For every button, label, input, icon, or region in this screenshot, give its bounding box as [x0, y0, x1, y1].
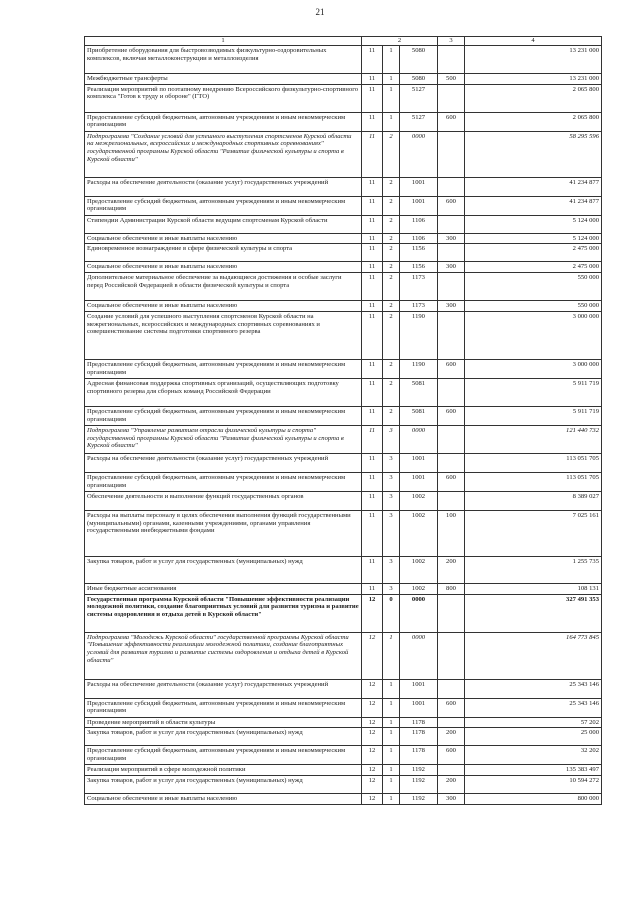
row-item-code: 1002: [400, 583, 438, 594]
row-subsection-code: 2: [383, 378, 400, 406]
row-item-code: 1001: [400, 453, 438, 472]
row-subsection-code: 3: [383, 510, 400, 556]
row-item-code: 1192: [400, 765, 438, 776]
row-expense-type: [438, 765, 465, 776]
row-expense-type: [438, 378, 465, 406]
row-name-cell: Адресная финансовая поддержка спортивных организаций, осуществляющих подготовку спортивного резерва для сборных команд Российской Федерации: [85, 378, 362, 406]
row-section-code: 11: [362, 301, 383, 312]
table-row: [85, 698, 602, 717]
row-section-code: 11: [362, 556, 383, 583]
row-name-cell: Приобретение оборудования для быстровозводимых физкультурно-оздоровительных комплексов, включая металлоконструкции и металлоизделия: [85, 45, 362, 73]
row-section-code: 12: [362, 594, 383, 632]
row-name-cell: Предоставление субсидий бюджетным, автономным учреждениям и иным некоммерческим организациям: [85, 472, 362, 491]
row-subsection-code: 0: [383, 594, 400, 632]
row-name-cell: Реализация мероприятий в сфере молодежной политики: [85, 765, 362, 776]
table-row: [85, 73, 602, 84]
row-subsection-code: 1: [383, 679, 400, 698]
row-amount: 2 475 000: [465, 262, 602, 273]
row-item-code: 5080: [400, 45, 438, 73]
row-expense-type: 200: [438, 776, 465, 794]
row-expense-type: 600: [438, 746, 465, 765]
row-section-code: 12: [362, 679, 383, 698]
row-subsection-code: 2: [383, 244, 400, 262]
row-subsection-code: 1: [383, 728, 400, 746]
row-amount: 113 051 705: [465, 472, 602, 491]
row-section-code: 12: [362, 765, 383, 776]
row-amount: 2 065 800: [465, 112, 602, 131]
row-item-code: 5127: [400, 84, 438, 112]
row-amount: 3 000 000: [465, 359, 602, 378]
row-amount: 5 124 000: [465, 215, 602, 233]
row-subsection-code: 2: [383, 177, 400, 196]
row-item-code: 0000: [400, 632, 438, 679]
table-row: [85, 632, 602, 679]
row-amount: 13 231 000: [465, 45, 602, 73]
row-expense-type: [438, 594, 465, 632]
table-row: [85, 556, 602, 583]
row-amount: 550 000: [465, 273, 602, 301]
row-item-code: 1001: [400, 698, 438, 717]
row-subsection-code: 1: [383, 698, 400, 717]
row-item-code: 1192: [400, 776, 438, 794]
row-name-cell: Расходы на обеспечение деятельности (оказание услуг) государственных учреждений: [85, 453, 362, 472]
row-expense-type: 300: [438, 301, 465, 312]
row-amount: 1 255 735: [465, 556, 602, 583]
row-section-code: 11: [362, 112, 383, 131]
row-expense-type: [438, 717, 465, 728]
row-amount: 327 491 353: [465, 594, 602, 632]
row-name-cell: Расходы на обеспечение деятельности (оказание услуг) государственных учреждений: [85, 177, 362, 196]
row-item-code: 1190: [400, 359, 438, 378]
table-row: [85, 472, 602, 491]
row-name-cell: Закупка товаров, работ и услуг для государственных (муниципальных) нужд: [85, 776, 362, 794]
row-name-cell: Подпрограмма "Управление развитием отрасли физической культуры и спорта" государственной программы Курской области "Развитие физической культуры и спорта в Курской области": [85, 425, 362, 453]
row-amount: 25 343 146: [465, 698, 602, 717]
table-row: [85, 425, 602, 453]
row-name-cell: Обеспечение деятельности и выполнение функций государственных органов: [85, 491, 362, 510]
table-row: [85, 311, 602, 359]
row-name-cell: Расходы на выплаты персоналу в целях обеспечения выполнения функций государственными (муниципальными) органами, казенными учреждениями, органами управления государственными внебюджетными фондами: [85, 510, 362, 556]
row-name-cell: Социальное обеспечение и иные выплаты населению: [85, 262, 362, 273]
table-row: [85, 359, 602, 378]
column-header: 3: [438, 37, 465, 46]
row-item-code: 1178: [400, 746, 438, 765]
row-expense-type: [438, 311, 465, 359]
row-name-cell: Расходы на обеспечение деятельности (оказание услуг) государственных учреждений: [85, 679, 362, 698]
row-section-code: 11: [362, 244, 383, 262]
row-section-code: 11: [362, 453, 383, 472]
table-row: [85, 177, 602, 196]
row-amount: 800 000: [465, 794, 602, 805]
row-section-code: 11: [362, 273, 383, 301]
row-amount: 25 343 146: [465, 679, 602, 698]
row-item-code: 1106: [400, 215, 438, 233]
row-expense-type: 300: [438, 262, 465, 273]
row-name-cell: Предоставление субсидий бюджетным, автономным учреждениям и иным некоммерческим организациям: [85, 406, 362, 425]
row-item-code: 5127: [400, 112, 438, 131]
row-item-code: 1001: [400, 679, 438, 698]
row-expense-type: 800: [438, 583, 465, 594]
table-row: [85, 491, 602, 510]
row-name-cell: Предоставление субсидий бюджетным, автономным учреждениям и иным некоммерческим организациям: [85, 698, 362, 717]
row-item-code: 1156: [400, 244, 438, 262]
row-expense-type: 500: [438, 73, 465, 84]
row-amount: 550 000: [465, 301, 602, 312]
row-subsection-code: 2: [383, 215, 400, 233]
row-expense-type: 600: [438, 359, 465, 378]
row-item-code: 1002: [400, 556, 438, 583]
row-subsection-code: 1: [383, 746, 400, 765]
row-subsection-code: 3: [383, 453, 400, 472]
row-expense-type: 300: [438, 794, 465, 805]
row-name-cell: Единовременное вознаграждение в сфере физической культуры и спорта: [85, 244, 362, 262]
row-amount: 25 000: [465, 728, 602, 746]
row-section-code: 11: [362, 491, 383, 510]
row-subsection-code: 1: [383, 73, 400, 84]
table-row: [85, 84, 602, 112]
row-name-cell: Дополнительное материальное обеспечение за выдающиеся достижения и особые заслуги перед Российской Федерацией в области физической культуры и спорта: [85, 273, 362, 301]
row-subsection-code: 1: [383, 776, 400, 794]
row-amount: 57 202: [465, 717, 602, 728]
row-section-code: 11: [362, 84, 383, 112]
row-name-cell: Создание условий для успешного выступления спортсменов Курской области на межрегиональных, всероссийских и международных спортивных соревнованиях и совершенствование системы подготовки спортивного резерва: [85, 311, 362, 359]
row-item-code: 5081: [400, 406, 438, 425]
row-section-code: 11: [362, 177, 383, 196]
row-name-cell: Подпрограмма "Создание условий для успешного выступления спортсменов Курской области на межрегиональных, всероссийских и международных спортивных соревнованиях" государственной программы Курской области "Развитие физической культуры и спорта в Курской области": [85, 131, 362, 177]
row-section-code: 11: [362, 73, 383, 84]
row-expense-type: 600: [438, 112, 465, 131]
row-section-code: 12: [362, 698, 383, 717]
row-section-code: 11: [362, 262, 383, 273]
row-amount: 5 911 719: [465, 406, 602, 425]
row-item-code: 1156: [400, 262, 438, 273]
row-section-code: 11: [362, 45, 383, 73]
row-item-code: 1001: [400, 472, 438, 491]
table-row: [85, 406, 602, 425]
row-name-cell: Предоставление субсидий бюджетным, автономным учреждениям и иным некоммерческим организациям: [85, 746, 362, 765]
table-row: [85, 112, 602, 131]
row-section-code: 12: [362, 717, 383, 728]
row-subsection-code: 1: [383, 112, 400, 131]
row-subsection-code: 2: [383, 233, 400, 244]
row-section-code: 11: [362, 233, 383, 244]
row-amount: 108 131: [465, 583, 602, 594]
row-amount: 121 440 732: [465, 425, 602, 453]
row-item-code: 1001: [400, 196, 438, 215]
table-row: [85, 728, 602, 746]
table-row: [85, 301, 602, 312]
row-section-code: 12: [362, 632, 383, 679]
row-expense-type: 600: [438, 472, 465, 491]
row-name-cell: Иные бюджетные ассигнования: [85, 583, 362, 594]
row-subsection-code: 3: [383, 425, 400, 453]
row-section-code: 11: [362, 472, 383, 491]
row-expense-type: [438, 177, 465, 196]
table-row: [85, 196, 602, 215]
column-header: 2: [362, 37, 438, 46]
row-name-cell: Подпрограмма "Молодежь Курской области" государственной программы Курской области "Повышение эффективности реализации молодежной политики, создание благоприятных условий для развития туризма и развитие системы оздоровления и отдыха детей в Курской области": [85, 632, 362, 679]
table-row: [85, 244, 602, 262]
row-subsection-code: 2: [383, 359, 400, 378]
row-expense-type: [438, 244, 465, 262]
budget-table: [84, 36, 602, 805]
table-row: [85, 215, 602, 233]
row-item-code: 0000: [400, 425, 438, 453]
row-subsection-code: 3: [383, 556, 400, 583]
row-name-cell: Проведение мероприятий в области культуры: [85, 717, 362, 728]
column-header: 4: [465, 37, 602, 46]
table-row: [85, 262, 602, 273]
row-item-code: 1192: [400, 794, 438, 805]
row-amount: 113 051 705: [465, 453, 602, 472]
row-item-code: 5080: [400, 73, 438, 84]
row-subsection-code: 3: [383, 472, 400, 491]
row-subsection-code: 2: [383, 196, 400, 215]
row-amount: 13 231 000: [465, 73, 602, 84]
row-name-cell: Предоставление субсидий бюджетным, автономным учреждениям и иным некоммерческим организациям: [85, 112, 362, 131]
row-expense-type: [438, 45, 465, 73]
row-expense-type: 600: [438, 196, 465, 215]
table-row: [85, 273, 602, 301]
row-expense-type: [438, 425, 465, 453]
table-row: [85, 453, 602, 472]
table-row: [85, 776, 602, 794]
row-section-code: 11: [362, 311, 383, 359]
column-header-row: [85, 37, 602, 46]
row-name-cell: Закупка товаров, работ и услуг для государственных (муниципальных) нужд: [85, 728, 362, 746]
row-amount: 10 594 272: [465, 776, 602, 794]
row-expense-type: 200: [438, 728, 465, 746]
row-section-code: 12: [362, 746, 383, 765]
row-name-cell: Межбюджетные трансферты: [85, 73, 362, 84]
row-name-cell: Закупка товаров, работ и услуг для государственных (муниципальных) нужд: [85, 556, 362, 583]
row-amount: 135 383 497: [465, 765, 602, 776]
row-amount: 164 773 845: [465, 632, 602, 679]
row-name-cell: Предоставление субсидий бюджетным, автономным учреждениям и иным некоммерческим организациям: [85, 359, 362, 378]
table-row: [85, 594, 602, 632]
column-header: 1: [85, 37, 362, 46]
row-subsection-code: 1: [383, 84, 400, 112]
row-subsection-code: 1: [383, 794, 400, 805]
row-expense-type: 200: [438, 556, 465, 583]
row-name-cell: Социальное обеспечение и иные выплаты населению: [85, 794, 362, 805]
row-amount: 5 911 719: [465, 378, 602, 406]
row-subsection-code: 1: [383, 45, 400, 73]
table-row: [85, 131, 602, 177]
table-row: [85, 510, 602, 556]
row-section-code: 12: [362, 794, 383, 805]
row-item-code: 1002: [400, 510, 438, 556]
row-item-code: 1178: [400, 717, 438, 728]
row-section-code: 12: [362, 776, 383, 794]
page-number: 21: [315, 7, 325, 17]
row-section-code: 11: [362, 510, 383, 556]
row-amount: 41 234 877: [465, 196, 602, 215]
row-section-code: 11: [362, 215, 383, 233]
row-item-code: 1173: [400, 273, 438, 301]
row-expense-type: [438, 453, 465, 472]
row-expense-type: [438, 215, 465, 233]
row-section-code: 11: [362, 425, 383, 453]
row-expense-type: 100: [438, 510, 465, 556]
table-row: [85, 378, 602, 406]
row-item-code: 1001: [400, 177, 438, 196]
row-item-code: 0000: [400, 131, 438, 177]
row-name-cell: Предоставление субсидий бюджетным, автономным учреждениям и иным некоммерческим организациям: [85, 196, 362, 215]
table-row: [85, 746, 602, 765]
row-subsection-code: 2: [383, 406, 400, 425]
row-name-cell: Государственная программа Курской области "Повышение эффективности реализации молодежной политики, создание благоприятных условий для развития туризма и развитие системы оздоровления и отдыха детей в Курской области": [85, 594, 362, 632]
row-item-code: 1178: [400, 728, 438, 746]
table-row: [85, 794, 602, 805]
row-expense-type: 600: [438, 406, 465, 425]
table-row: [85, 679, 602, 698]
table-row: [85, 45, 602, 73]
row-amount: 41 234 877: [465, 177, 602, 196]
row-amount: 8 389 027: [465, 491, 602, 510]
row-subsection-code: 2: [383, 131, 400, 177]
row-item-code: 1106: [400, 233, 438, 244]
row-subsection-code: 3: [383, 583, 400, 594]
row-section-code: 12: [362, 728, 383, 746]
row-item-code: 1190: [400, 311, 438, 359]
row-amount: 5 124 000: [465, 233, 602, 244]
row-item-code: 0000: [400, 594, 438, 632]
row-name-cell: Стипендии Администрации Курской области ведущим спортсменам Курской области: [85, 215, 362, 233]
row-expense-type: [438, 632, 465, 679]
table-row: [85, 583, 602, 594]
row-section-code: 11: [362, 378, 383, 406]
row-amount: 2 065 800: [465, 84, 602, 112]
row-item-code: 5081: [400, 378, 438, 406]
row-subsection-code: 2: [383, 301, 400, 312]
row-section-code: 11: [362, 583, 383, 594]
row-subsection-code: 2: [383, 273, 400, 301]
row-item-code: 1002: [400, 491, 438, 510]
row-amount: 2 475 000: [465, 244, 602, 262]
table-row: [85, 765, 602, 776]
table-row: [85, 717, 602, 728]
row-section-code: 11: [362, 406, 383, 425]
row-amount: 3 000 000: [465, 311, 602, 359]
row-subsection-code: 1: [383, 765, 400, 776]
row-expense-type: [438, 679, 465, 698]
row-expense-type: [438, 131, 465, 177]
row-subsection-code: 3: [383, 491, 400, 510]
row-section-code: 11: [362, 196, 383, 215]
row-item-code: 1173: [400, 301, 438, 312]
row-expense-type: 600: [438, 698, 465, 717]
row-section-code: 11: [362, 359, 383, 378]
row-expense-type: 300: [438, 233, 465, 244]
row-name-cell: Социальное обеспечение и иные выплаты населению: [85, 301, 362, 312]
row-section-code: 11: [362, 131, 383, 177]
row-amount: 7 025 161: [465, 510, 602, 556]
budget-table-body: [85, 37, 602, 805]
row-subsection-code: 2: [383, 311, 400, 359]
row-expense-type: [438, 84, 465, 112]
row-name-cell: Реализация мероприятий по поэтапному внедрению Всероссийского физкультурно-спортивного комплекса "Готов к труду и обороне" (ГТО): [85, 84, 362, 112]
row-subsection-code: 1: [383, 717, 400, 728]
row-amount: 58 295 596: [465, 131, 602, 177]
row-amount: 32 202: [465, 746, 602, 765]
row-name-cell: Социальное обеспечение и иные выплаты населению: [85, 233, 362, 244]
row-subsection-code: 2: [383, 262, 400, 273]
table-row: [85, 233, 602, 244]
row-expense-type: [438, 491, 465, 510]
row-subsection-code: 1: [383, 632, 400, 679]
row-expense-type: [438, 273, 465, 301]
